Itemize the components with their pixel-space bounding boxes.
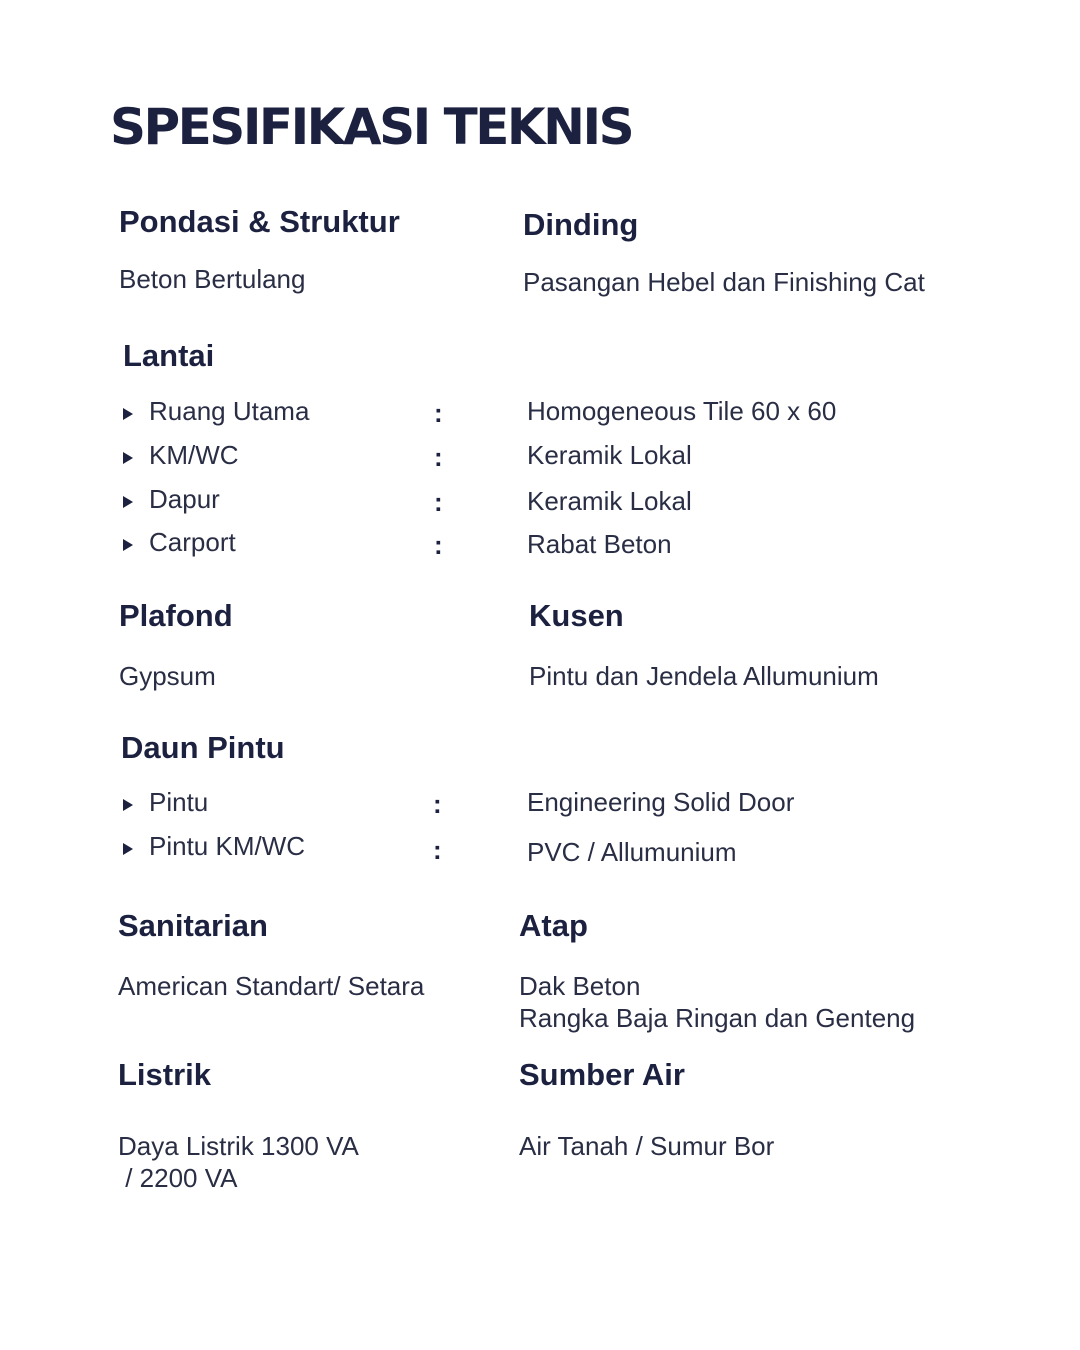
lantai-heading: Lantai <box>123 338 215 373</box>
lantai-item-value: Rabat Beton <box>527 529 672 559</box>
lantai-item-label: Dapur <box>149 484 220 514</box>
bullet-triangle-icon <box>123 408 133 420</box>
daun-pintu-item-label: Pintu <box>149 787 209 817</box>
daun-pintu-item-label: Pintu KM/WC <box>149 831 306 861</box>
plafond-heading: Plafond <box>119 598 233 633</box>
plafond-value: Gypsum <box>119 661 216 691</box>
lantai-item-label: Ruang Utama <box>149 396 310 426</box>
sumber-air-value: Air Tanah / Sumur Bor <box>519 1131 775 1161</box>
listrik-heading: Listrik <box>118 1057 212 1092</box>
daun-pintu-heading: Daun Pintu <box>121 730 285 765</box>
dinding-value: Pasangan Hebel dan Finishing Cat <box>523 267 925 297</box>
kusen-value: Pintu dan Jendela Allumunium <box>529 661 879 691</box>
colon-separator: : <box>433 835 442 865</box>
lantai-item-value: Homogeneous Tile 60 x 60 <box>527 396 837 426</box>
bullet-triangle-icon <box>123 539 133 551</box>
pondasi-heading: Pondasi & Struktur <box>119 204 400 239</box>
listrik-value-line1: Daya Listrik 1300 VA <box>118 1131 359 1161</box>
colon-separator: : <box>434 530 443 560</box>
dinding-heading: Dinding <box>523 207 639 242</box>
lantai-item-label: KM/WC <box>149 440 239 470</box>
page-title: SPESIFIKASI TEKNIS <box>110 98 633 156</box>
kusen-heading: Kusen <box>529 598 624 633</box>
daun-pintu-item-value: Engineering Solid Door <box>527 787 795 817</box>
sumber-air-heading: Sumber Air <box>519 1057 685 1092</box>
colon-separator: : <box>434 398 443 428</box>
sanitarian-heading: Sanitarian <box>118 908 268 943</box>
colon-separator: : <box>434 442 443 472</box>
bullet-triangle-icon <box>123 496 133 508</box>
colon-separator: : <box>433 789 442 819</box>
sanitarian-value: American Standart/ Setara <box>118 971 425 1001</box>
lantai-item-label: Carport <box>149 527 236 557</box>
lantai-item-value: Keramik Lokal <box>527 486 692 516</box>
colon-separator: : <box>434 487 443 517</box>
atap-value-line1: Dak Beton <box>519 971 641 1001</box>
bullet-triangle-icon <box>123 799 133 811</box>
atap-value-line2: Rangka Baja Ringan dan Genteng <box>519 1003 916 1033</box>
listrik-value-line2: / 2200 VA <box>118 1163 238 1193</box>
daun-pintu-item-value: PVC / Allumunium <box>527 837 737 867</box>
atap-heading: Atap <box>519 908 588 943</box>
pondasi-value: Beton Bertulang <box>119 264 306 294</box>
bullet-triangle-icon <box>123 452 133 464</box>
lantai-item-value: Keramik Lokal <box>527 440 692 470</box>
bullet-triangle-icon <box>123 843 133 855</box>
